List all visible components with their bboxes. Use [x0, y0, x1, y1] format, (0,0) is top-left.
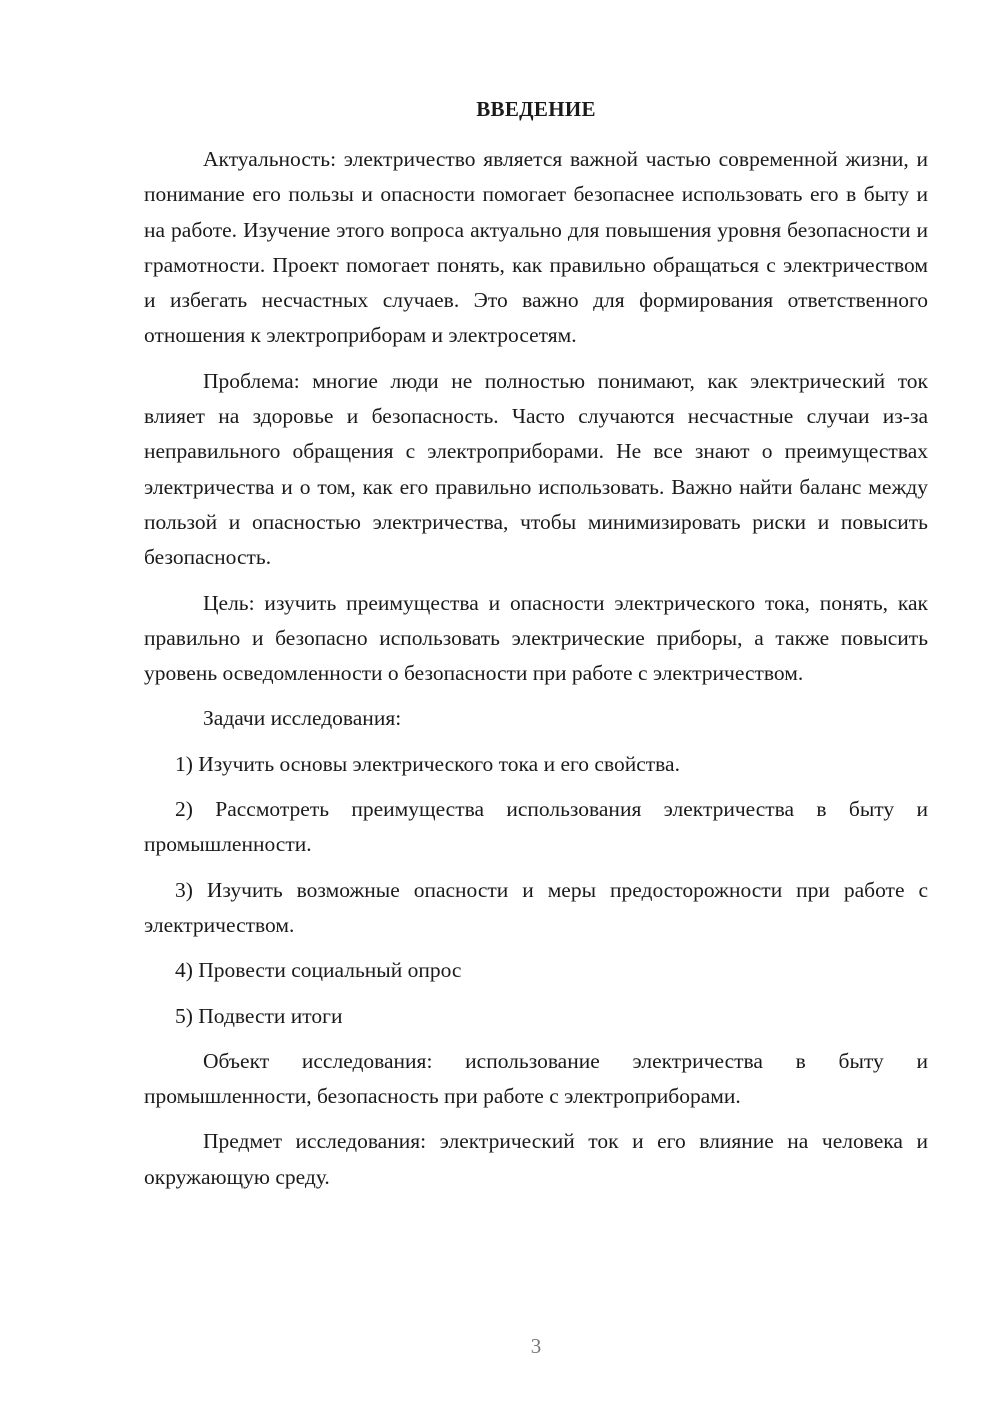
paragraph-subject: Предмет исследования: электрический ток и его влияние на человека и окружающую среду.: [144, 1129, 928, 1189]
paragraph-goal: Цель: изучить преимущества и опасности электрического тока, понять, как правильно и безопасно использовать электрические приборы, а также повысить уровень осведомленности о безопасности при работе с электричеством.: [144, 590, 928, 686]
page-number: 3: [530, 1334, 542, 1358]
paragraph-object: Объект исследования: использование электричества в быту и промышленности, безопасность при работе с электроприборами.: [144, 1048, 928, 1109]
document-body: [144, 142, 928, 1195]
task-item-3: 3) Изучить возможные опасности и меры предосторожности при работе с электричеством.: [144, 877, 928, 937]
task-item-1: 1) Изучить основы электрического тока и его свойства.: [175, 751, 680, 776]
paragraph-problem: Проблема: многие люди не полностью понимают, как электрический ток влияет на здоровье и безопасность. Часто случаются несчастные случаи из-за неправильного обращения с электроприборами. Не все знают о преимуществах электричества и о том, как его правильно использовать. Важно найти баланс между пользой и опасностью электричества, чтобы минимизировать риски и повысить безопасность.: [144, 368, 928, 570]
task-item-5: 5) Подвести итоги: [175, 1003, 343, 1028]
page-title: ВВЕДЕНИЕ: [476, 97, 596, 121]
task-item-4: 4) Провести социальный опрос: [175, 958, 462, 983]
paragraph-relevance: Актуальность: электричество является важной частью современной жизни, и понимание его пользы и опасности помогает безопаснее использовать его в быту и на работе. Изучение этого вопроса актуально для повышения уровня безопасности и грамотности. Проект помогает понять, как правильно обращаться с электричеством и избегать несчастных случаев. Это важно для формирования ответственного отношения к электроприборам и электросетям.: [144, 147, 928, 348]
task-item-2: 2) Рассмотреть преимущества использования электричества в быту и промышленности.: [144, 797, 928, 857]
tasks-heading: Задачи исследования:: [203, 706, 402, 731]
